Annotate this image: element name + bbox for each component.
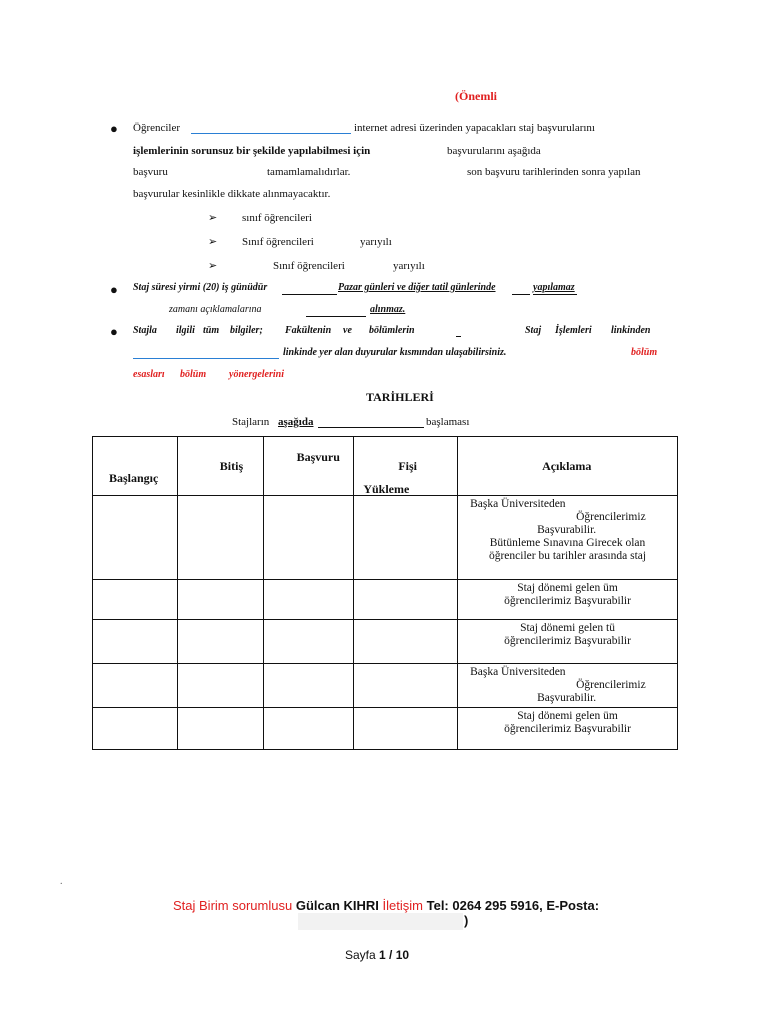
desc-line: Bütünleme Sınavına Girecek olan	[489, 537, 646, 549]
table-header-row	[93, 437, 678, 496]
page-num: 1 / 10	[379, 948, 410, 962]
footer-close-paren: )	[464, 913, 469, 928]
para3-red-word: yönergelerini	[229, 369, 284, 380]
section-title: TARİHLERİ	[366, 390, 434, 404]
para1-line3-a: başvuru	[133, 166, 168, 178]
table-cell-desc	[458, 496, 678, 580]
header-end-cell	[177, 437, 263, 496]
arrow-bullet-icon: ➢	[208, 260, 218, 272]
table-cell-desc	[458, 620, 678, 664]
para2-d: zamanı açıklamalarına	[169, 304, 262, 315]
bullet-dot: ●	[110, 324, 118, 339]
table-cell	[354, 580, 458, 620]
header-desc: Açıklama	[542, 459, 592, 473]
para1-line2-rest: başvurularını aşağıda	[447, 145, 541, 157]
table-cell	[354, 620, 458, 664]
header-apply-cell	[263, 437, 354, 496]
para2-e: alınmaz.	[370, 304, 406, 315]
table-cell	[263, 664, 354, 708]
para3-word: İşlemleri	[555, 325, 592, 336]
section-sub-a: Stajların	[232, 416, 270, 428]
fill-line	[282, 294, 337, 295]
desc-line: Başvurabilir.	[537, 692, 597, 704]
table-cell	[263, 580, 354, 620]
para2-b: Pazar günleri ve diğer tatil günlerinde	[338, 282, 496, 293]
email-redacted-box	[298, 913, 463, 930]
para1-line1-end: internet adresi üzerinden yapacakları staj başvurularını	[354, 122, 595, 134]
table-cell	[93, 620, 178, 664]
table-cell-desc	[458, 664, 678, 708]
para3-line2: linkinde yer alan duyurular kısmından ulaşabilirsiniz.	[283, 347, 507, 358]
table-cell-desc	[458, 580, 678, 620]
page-prefix: Sayfa	[345, 948, 376, 962]
desc-line: öğrencilerimiz Başvurabilir	[504, 723, 631, 735]
table-cell	[177, 664, 263, 708]
table-cell	[93, 708, 178, 750]
para3-word: tüm	[203, 325, 220, 336]
sublist-item1: sınıf öğrencileri	[242, 212, 312, 224]
para1-line2-bold: işlemlerinin sorunsuz bir şekilde yapılabilmesi için	[133, 145, 371, 157]
table-cell	[263, 708, 354, 750]
header-apply: Başvuru	[296, 450, 340, 464]
para2-a: Staj süresi yirmi (20) iş günüdür	[133, 282, 268, 293]
dates-table	[92, 436, 678, 750]
desc-line: Başka Üniversiteden	[470, 498, 566, 510]
header-start-cell	[93, 437, 178, 496]
desc-line: Staj dönemi gelen üm	[517, 710, 618, 722]
table-row	[93, 580, 678, 620]
table-row	[93, 664, 678, 708]
stray-dot: .	[60, 876, 63, 887]
desc-line: Staj dönemi gelen üm	[517, 582, 618, 594]
table-cell	[177, 580, 263, 620]
fill-line	[456, 336, 461, 337]
header-upload: Yükleme	[363, 482, 410, 496]
table-cell	[354, 664, 458, 708]
section-sub-c: başlaması	[426, 416, 470, 428]
header-desc-cell	[458, 437, 678, 496]
footer-contact-line	[173, 898, 599, 913]
para1-line3-c: son başvuru tarihlerinden sonra yapılan	[467, 166, 641, 178]
section-sub-b: aşağıda	[278, 416, 314, 428]
para3-word: ve	[343, 325, 352, 336]
para2-c: yapılamaz	[533, 282, 575, 293]
desc-line: Öğrencilerimiz	[576, 679, 646, 691]
page-number	[345, 948, 409, 962]
desc-line: Staj dönemi gelen tü	[520, 622, 615, 634]
sublist-item3-b: yarıyılı	[393, 260, 425, 272]
para3-word: bölümlerin	[369, 325, 415, 336]
fill-line	[318, 427, 424, 428]
para3-red-word: bölüm	[631, 347, 658, 358]
table-cell	[354, 496, 458, 580]
table-cell	[93, 496, 178, 580]
desc-line: Öğrencilerimiz	[576, 511, 646, 523]
footer-label: Staj Birim sorumlusu	[173, 898, 293, 913]
bullet-dot: ●	[110, 282, 118, 297]
header-end: Bitiş	[219, 459, 244, 473]
arrow-bullet-icon: ➢	[208, 236, 218, 248]
desc-line: öğrencilerimiz Başvurabilir	[504, 595, 631, 607]
header-slip-cell	[354, 437, 458, 496]
footer-contact-label: İletişim	[382, 898, 423, 913]
header-slip: Fişi	[398, 459, 417, 473]
fill-line	[533, 294, 577, 295]
table-cell	[263, 496, 354, 580]
link-underline[interactable]	[133, 358, 279, 359]
sublist-item2-b: yarıyılı	[360, 236, 392, 248]
sublist-item2-a: Sınıf öğrencileri	[242, 236, 314, 248]
desc-line: Başka Üniversiteden	[470, 666, 566, 678]
fill-line	[512, 294, 530, 295]
footer-name: Gülcan KIHRI	[295, 898, 379, 913]
arrow-bullet-icon: ➢	[208, 212, 218, 224]
table-cell	[177, 496, 263, 580]
important-note-label: (Önemli	[455, 89, 497, 103]
para1-line1-start: Öğrenciler	[133, 122, 181, 134]
para3-word: Staj	[525, 325, 542, 336]
header-start: Başlangıç	[109, 471, 159, 485]
desc-line: öğrencilerimiz Başvurabilir	[504, 635, 631, 647]
para3-word: Stajla	[133, 325, 157, 336]
fill-line	[306, 316, 366, 317]
link-underline[interactable]	[191, 133, 351, 134]
para3-word: Fakültenin	[285, 325, 332, 336]
desc-line: Başvurabilir.	[537, 524, 597, 536]
table-row	[93, 620, 678, 664]
table-cell	[354, 708, 458, 750]
para3-red-word: bölüm	[180, 369, 207, 380]
sublist-item3-a: Sınıf öğrencileri	[273, 260, 345, 272]
bullet-dot: ●	[110, 121, 118, 136]
para3-word: bilgiler;	[230, 325, 263, 336]
table-row	[93, 496, 678, 580]
table-cell	[177, 708, 263, 750]
para1-line3-b: tamamlamalıdırlar.	[267, 166, 351, 178]
table-row	[93, 708, 678, 750]
para3-red-word: esasları	[133, 369, 165, 380]
table-cell-desc	[458, 708, 678, 750]
table-cell	[93, 580, 178, 620]
para3-word: linkinden	[611, 325, 651, 336]
para3-word: ilgili	[176, 325, 195, 336]
table-cell	[263, 620, 354, 664]
footer-tel: Tel: 0264 295 5916, E-Posta:	[426, 898, 600, 913]
para1-line4: başvurular kesinlikle dikkate alınmayacaktır.	[133, 188, 331, 200]
desc-line: öğrenciler bu tarihler arasında staj	[488, 550, 647, 562]
table-cell	[177, 620, 263, 664]
table-cell	[93, 664, 178, 708]
